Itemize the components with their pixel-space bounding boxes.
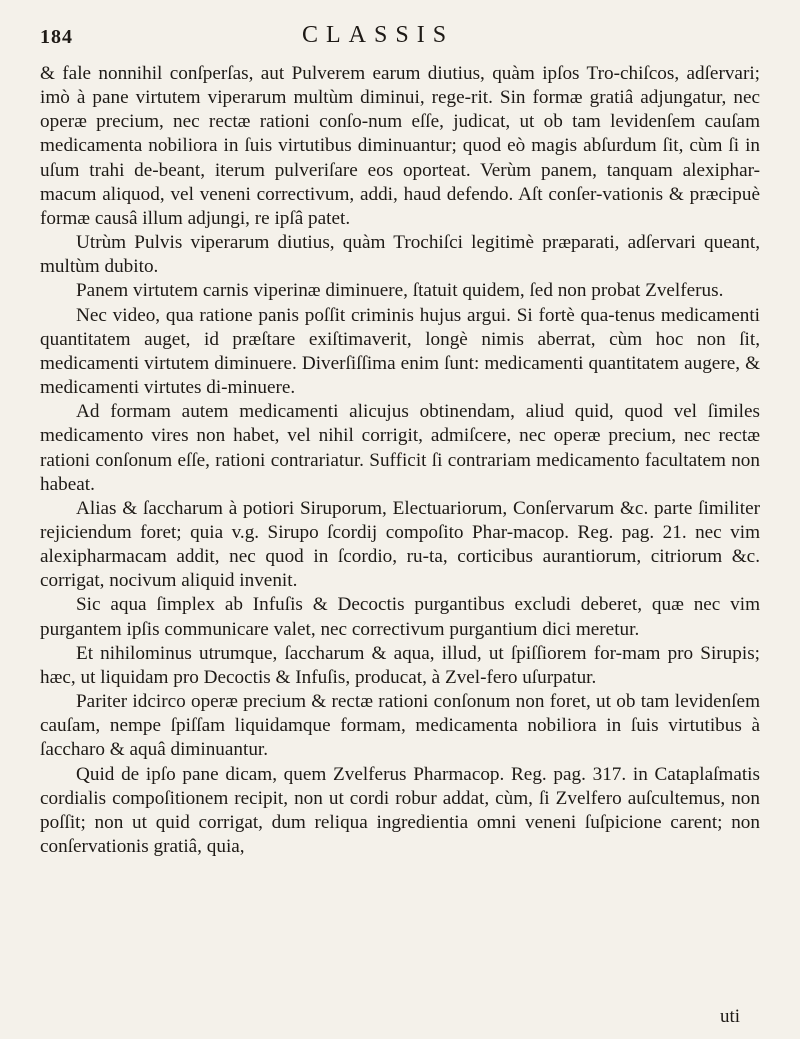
catchword: uti: [719, 1006, 740, 1027]
paragraph: Ad formam autem medicamenti alicujus obtinendam, aliud quid, quod vel ſimiles medicamento vires non habet, vel nihil corrigit, admiſcere, nec operæ precium, nec rectæ rationi conſonum eſſe, rationi contrariatur. Sufficit ſi contrariam medicamento facultatem non habeat.: [40, 401, 760, 495]
paragraph: Panem virtutem carnis viperinæ diminuere, ſtatuit quidem, ſed non probat Zvelferus.: [76, 280, 724, 302]
running-head: CLASSIS: [302, 22, 455, 48]
paragraph: Et nihilominus utrumque, ſaccharum & aqua, illud, ut ſpiſſiorem for-mam pro Sirupis; hæc, ut liquidam pro Decoctis & Infuſis, producat, à Zvel-fero uſurpatur.: [40, 642, 760, 688]
paragraph: & fale nonnihil conſperſas, aut Pulverem earum diutius, quàm ipſos Tro-chiſcos, adſervari; imò à pane virtutem viperarum multùm diminui, rege-rit. Sin formæ gratiâ adjungatur, nec operæ precium, nec rectæ rationi conſo-num eſſe, judicat, ut ob tam levidenſem cauſam medicamenta nobiliora in ſuis virtutibus diminuantur; quod eò magis abſurdum ſit, cùm ſi in uſum trahi de-beant, iterum pulveriſare eos oporteat. Verùm panem, tanquam alexiphar-macum aliquod, vel veneni correctivum, addi, haud defendo. Aſt conſer-vationis & præcipuè formæ causâ illum adjungi, re ipſâ patet.: [40, 63, 760, 229]
paragraph: Pariter idcirco operæ precium & rectæ rationi conſonum non foret, ut ob tam levidenſem cauſam, nempe ſpiſſam liquidamque formam, medicamenta nobiliora in ſuis virtutibus à ſaccharo & aquâ diminuantur.: [40, 691, 760, 761]
body-text: [40, 62, 760, 859]
paragraph: Nec video, qua ratione panis poſſit criminis hujus argui. Si fortè qua-tenus medicamenti quantitatem auget, id præſtare exiſtimaverit, longè nimis aberrat, cùm hoc non ſit, medicamenti virtutem diminuere. Diverſiſſima enim ſunt: medicamenti quantitatem augere, & medicamenti virtutes di-minuere.: [40, 304, 760, 399]
paragraph: Utrùm Pulvis viperarum diutius, quàm Trochiſci legitimè præparati, adſervari queant, multùm dubito.: [40, 232, 760, 278]
paragraph: Sic aqua ſimplex ab Infuſis & Decoctis purgantibus excludi deberet, quæ nec vim purgantem ipſis communicare valet, nec correctivum purgantium dici meretur.: [40, 594, 760, 640]
page-number: 184: [40, 26, 73, 48]
page-header: [40, 22, 760, 62]
paragraph: Alias & ſaccharum à potiori Siruporum, Electuariorum, Conſervarum &c. parte ſimiliter rejiciendum foret; quia v.g. Sirupo ſcordij compoſito Phar-macop. Reg. pag. 21. nec vim alexipharmacam addit, nec quod in ſcordio, ru-ta, corticibus aurantiorum, citriorum &c. corrigat, nocivum aliquid invenit.: [40, 497, 760, 592]
paragraph: Quid de ipſo pane dicam, quem Zvelferus Pharmacop. Reg. pag. 317. in Cataplaſmatis cordialis compoſitionem recipit, non ut cordi robur addat, cùm, ſi Zvelfero auſcultemus, non poſſit; non ut quid corrigat, dum reliqua ingredientia omni veneni ſuſpicione carent; non conſervationis gratiâ, quia,: [40, 763, 760, 857]
